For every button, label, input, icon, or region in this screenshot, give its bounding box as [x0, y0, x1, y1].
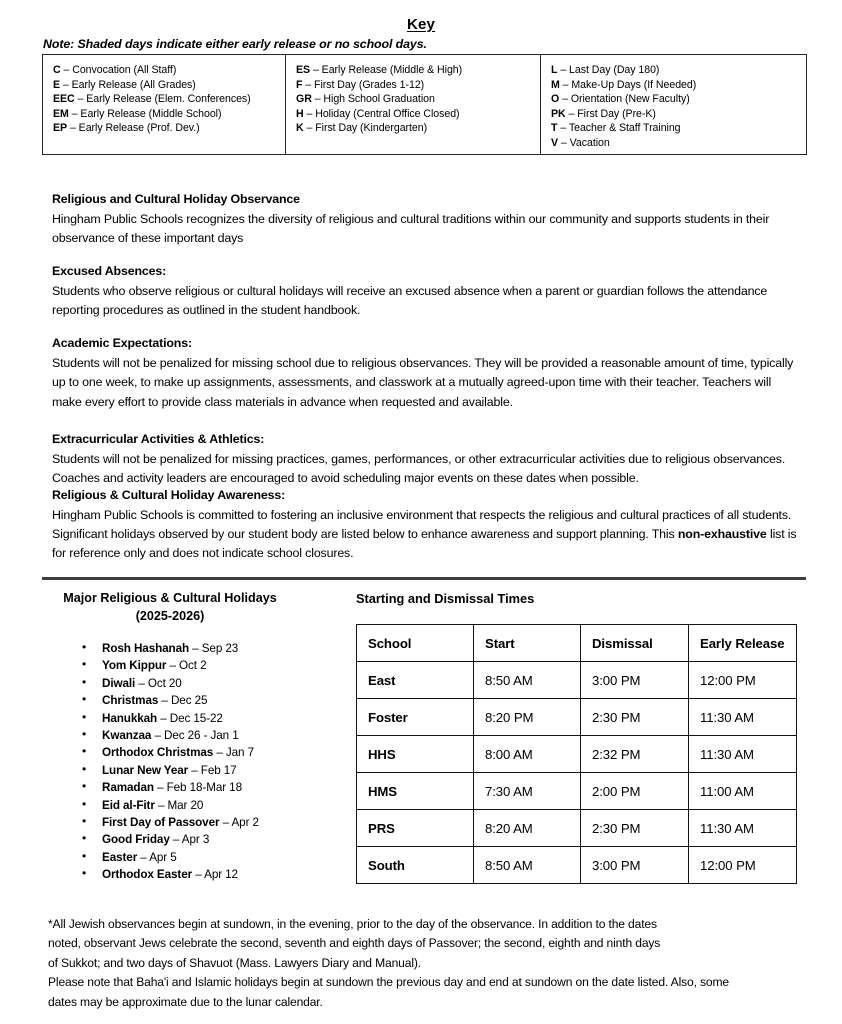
- holiday-name: Eid al-Fitr: [102, 798, 155, 812]
- key-legend-abbr: GR: [296, 93, 312, 106]
- section-divider: [42, 577, 806, 580]
- holiday-name: Lunar New Year: [102, 763, 189, 777]
- key-legend-abbr: T: [551, 122, 558, 135]
- holiday-list-item: [82, 692, 259, 709]
- cell-start: 7:30 AM: [474, 773, 581, 810]
- key-legend-entry: [296, 92, 540, 107]
- footnote-line-2: noted, observant Jews celebrate the second, seventh and eighth days of Passover; the second, eighth and ninth days: [48, 936, 661, 951]
- key-legend-entry: [53, 63, 285, 78]
- table-row: [357, 847, 797, 884]
- key-legend-description: – Early Release (Middle & High): [310, 64, 463, 76]
- holiday-name: Rosh Hashanah: [102, 642, 190, 655]
- key-legend-description: – Early Release (All Grades): [60, 78, 196, 91]
- key-legend-description: – Teacher & Staff Training: [557, 122, 681, 135]
- footnote: [48, 915, 808, 1012]
- holiday-list-item: [82, 831, 259, 848]
- cell-start: 8:20 AM: [474, 810, 581, 847]
- cell-dismissal: 2:32 PM: [581, 736, 689, 773]
- key-legend-abbr: M: [551, 78, 560, 91]
- holiday-list-item: [82, 797, 259, 814]
- key-legend-description: – First Day (Grades 1-12): [302, 78, 425, 91]
- key-legend-abbr: V: [551, 136, 559, 149]
- section-heading: Excused Absences:: [52, 264, 167, 278]
- section-body: Hingham Public Schools recognizes the diversity of religious and cultural traditions within our community and supports students in their observance of these important days: [52, 211, 770, 246]
- key-legend-entry: [296, 107, 540, 122]
- table-column-header: School: [357, 625, 474, 662]
- section-body: [52, 506, 800, 564]
- table-row: [357, 736, 797, 773]
- cell-early-release: 11:30 AM: [689, 810, 797, 847]
- cell-school: HMS: [357, 773, 474, 810]
- key-legend-description: – Holiday (Central Office Closed): [303, 107, 460, 120]
- key-legend-abbr: EP: [53, 122, 68, 135]
- holiday-name: Ramadan: [102, 781, 154, 795]
- key-legend-abbr: L: [551, 64, 558, 76]
- section-body: Students who observe religious or cultural holidays will receive an excused absence when a parent or guardian follows the attendance reporting procedures as outlined in the student handbook.: [52, 283, 768, 318]
- key-legend-description: – High School Graduation: [311, 93, 435, 106]
- holiday-list-item: [82, 779, 259, 796]
- cell-school: East: [357, 662, 474, 699]
- section-heading: Religious & Cultural Holiday Awareness:: [52, 488, 286, 502]
- section-extracurricular-activities-athletics: [52, 430, 800, 489]
- holiday-name: Hanukkah: [102, 711, 158, 725]
- key-legend-description: – Early Release (Elem. Conferences): [74, 93, 251, 106]
- holiday-date: – Feb 17: [188, 763, 237, 777]
- cell-start: 8:50 AM: [474, 847, 581, 884]
- cell-school: South: [357, 847, 474, 884]
- key-legend-abbr: H: [296, 107, 304, 120]
- key-legend-column-3: [541, 55, 806, 154]
- footnote-line-1: *All Jewish observances begin at sundown, in the evening, prior to the day of the observance. In addition to the dates: [48, 917, 657, 931]
- table-row: [357, 699, 797, 736]
- shaded-days-note: Note: Shaded days indicate either early release or no school days.: [43, 37, 427, 51]
- key-legend-entry: [53, 92, 285, 107]
- key-legend-entry: [551, 63, 806, 78]
- key-legend-description: – Make-Up Days (If Needed): [559, 78, 697, 91]
- key-legend-abbr: ES: [296, 64, 311, 76]
- holiday-date: – Sep 23: [189, 642, 239, 655]
- key-legend-abbr: PK: [551, 107, 566, 120]
- cell-school: PRS: [357, 810, 474, 847]
- key-legend-abbr: E: [53, 78, 61, 91]
- holiday-date: – Jan 7: [213, 746, 254, 760]
- holiday-name: Easter: [102, 850, 138, 864]
- holiday-name: Good Friday: [102, 833, 170, 847]
- awareness-text-part2: list is for reference only and does not indicate school closures.: [52, 527, 797, 561]
- start-dismissal-times-table: [356, 624, 797, 884]
- holiday-list-item: [82, 675, 259, 692]
- cell-school: Foster: [357, 699, 474, 736]
- section-heading: Academic Expectations:: [52, 336, 192, 350]
- cell-early-release: 11:30 AM: [689, 736, 797, 773]
- holiday-name: Diwali: [102, 676, 136, 690]
- key-legend-abbr: EM: [53, 107, 69, 120]
- holiday-list-item: [82, 866, 259, 883]
- awareness-text-part1: Hingham Public Schools is committed to fostering an inclusive environment that respects the religious and cultural practices of all students. Significant holidays observed by our student body are listed below to enhance awareness and support planning. This: [52, 507, 792, 541]
- key-legend-description: – Early Release (Prof. Dev.): [67, 122, 200, 135]
- holiday-date: – Apr 12: [192, 868, 238, 882]
- key-legend-description: – Convocation (All Staff): [60, 64, 177, 76]
- key-legend-description: – Vacation: [558, 136, 610, 149]
- awareness-text-emphasis: non-exhaustive: [677, 527, 767, 541]
- cell-dismissal: 3:00 PM: [581, 662, 689, 699]
- holiday-date: – Dec 25: [158, 694, 208, 708]
- footnote-line-4: Please note that Baha'i and Islamic holidays begin at sundown the previous day and end at sundown on the date listed. Also, some: [48, 975, 729, 990]
- holiday-date: – Dec 26 - Jan 1: [151, 729, 239, 743]
- section-excused-absences: [52, 262, 800, 321]
- cell-start: 8:00 AM: [474, 736, 581, 773]
- key-legend-abbr: O: [551, 93, 560, 106]
- key-legend-description: – Orientation (New Faculty): [559, 93, 690, 106]
- key-legend-column-1: [43, 55, 286, 154]
- holiday-date: – Apr 5: [137, 850, 177, 864]
- holiday-list-item: [82, 814, 259, 831]
- table-header-row: [357, 625, 797, 662]
- key-legend-abbr: K: [296, 122, 304, 135]
- cell-school: HHS: [357, 736, 474, 773]
- holiday-list-item: [82, 727, 259, 744]
- footnote-line-3: of Sukkot; and two days of Shavuot (Mass. Lawyers Diary and Manual).: [48, 955, 421, 970]
- holiday-list-item: [82, 762, 259, 779]
- key-legend-entry: [53, 78, 285, 93]
- key-legend-entry: [551, 92, 806, 107]
- key-legend-description: – Early Release (Middle School): [68, 107, 222, 120]
- section-body: Students will not be penalized for missing practices, games, performances, or other extracurricular activities due to religious observances. Coaches and activity leaders are encouraged to avoid scheduling major events on these dates when possible.: [52, 451, 786, 486]
- holiday-date: – Apr 2: [219, 816, 259, 830]
- key-legend-description: – First Day (Pre-K): [565, 107, 656, 120]
- section-heading: Religious and Cultural Holiday Observance: [52, 192, 300, 206]
- holiday-list-item: [82, 657, 259, 674]
- key-legend-entry: [296, 121, 540, 136]
- holiday-list-item: [82, 744, 259, 761]
- holiday-list-item: [82, 640, 259, 657]
- key-legend-description: – First Day (Kindergarten): [303, 122, 428, 135]
- times-heading: Starting and Dismissal Times: [356, 591, 535, 606]
- holiday-date: – Apr 3: [169, 833, 210, 847]
- key-legend-abbr: F: [296, 78, 303, 91]
- table-row: [357, 810, 797, 847]
- key-legend-abbr: C: [53, 64, 61, 76]
- key-legend-entry: [53, 107, 285, 122]
- key-legend-box: [42, 54, 807, 155]
- holidays-heading: [55, 590, 285, 625]
- cell-early-release: 12:00 PM: [689, 662, 797, 699]
- holiday-name: Orthodox Easter: [102, 868, 193, 882]
- holiday-list-item: [82, 710, 259, 727]
- key-legend-entry: [296, 63, 540, 78]
- key-legend-entry: [296, 78, 540, 93]
- key-legend-description: – Last Day (Day 180): [557, 64, 660, 76]
- cell-dismissal: 2:30 PM: [581, 810, 689, 847]
- cell-start: 8:20 PM: [474, 699, 581, 736]
- cell-early-release: 11:30 AM: [689, 699, 797, 736]
- holiday-list-item: [82, 849, 259, 866]
- key-legend-column-2: [286, 55, 541, 154]
- table-row: [357, 662, 797, 699]
- cell-early-release: 12:00 PM: [689, 847, 797, 884]
- holiday-date: – Oct 2: [166, 659, 207, 673]
- section-heading: Extracurricular Activities & Athletics:: [52, 432, 265, 446]
- table-column-header: Start: [474, 625, 581, 662]
- holidays-heading-line2: (2025-2026): [135, 608, 205, 623]
- key-legend-entry: [551, 121, 806, 136]
- page-title-text: Key: [406, 16, 436, 33]
- key-legend-entry: [53, 121, 285, 136]
- holiday-date: – Mar 20: [154, 798, 204, 812]
- section-religious-cultural-holiday-observance: [52, 190, 800, 249]
- table-row: [357, 773, 797, 810]
- cell-dismissal: 3:00 PM: [581, 847, 689, 884]
- holiday-name: Christmas: [102, 694, 159, 708]
- holiday-name: Yom Kippur: [102, 659, 167, 673]
- holiday-name: Kwanzaa: [102, 729, 152, 743]
- holiday-date: – Dec 15-22: [157, 711, 223, 725]
- key-legend-entry: [551, 78, 806, 93]
- holiday-name: Orthodox Christmas: [102, 746, 214, 760]
- holiday-date: – Oct 20: [135, 676, 182, 690]
- holiday-name: First Day of Passover: [102, 816, 220, 830]
- section-body: Students will not be penalized for missing school due to religious observances. They will be provided a reasonable amount of time, typically up to one week, to make up assignments, assessments, and classwork at a mutually agreed-upon time with their teacher. Teachers will make every effort to provide class materials in advance when requested and available.: [52, 355, 794, 409]
- section-religious-cultural-holiday-awareness: [52, 486, 800, 564]
- cell-dismissal: 2:00 PM: [581, 773, 689, 810]
- holiday-date: – Feb 18-Mar 18: [153, 781, 242, 795]
- cell-start: 8:50 AM: [474, 662, 581, 699]
- holidays-list: [66, 640, 259, 884]
- footnote-line-5: dates may be approximate due to the lunar calendar.: [48, 994, 323, 1009]
- section-academic-expectations: [52, 334, 800, 412]
- key-legend-entry: [551, 136, 806, 151]
- page-title: [0, 16, 842, 33]
- table-column-header: Early Release: [689, 625, 797, 662]
- key-legend-abbr: EEC: [53, 93, 75, 106]
- cell-dismissal: 2:30 PM: [581, 699, 689, 736]
- key-legend-entry: [551, 107, 806, 122]
- cell-early-release: 11:00 AM: [689, 773, 797, 810]
- holidays-heading-line1: Major Religious & Cultural Holidays: [63, 591, 277, 605]
- table-column-header: Dismissal: [581, 625, 689, 662]
